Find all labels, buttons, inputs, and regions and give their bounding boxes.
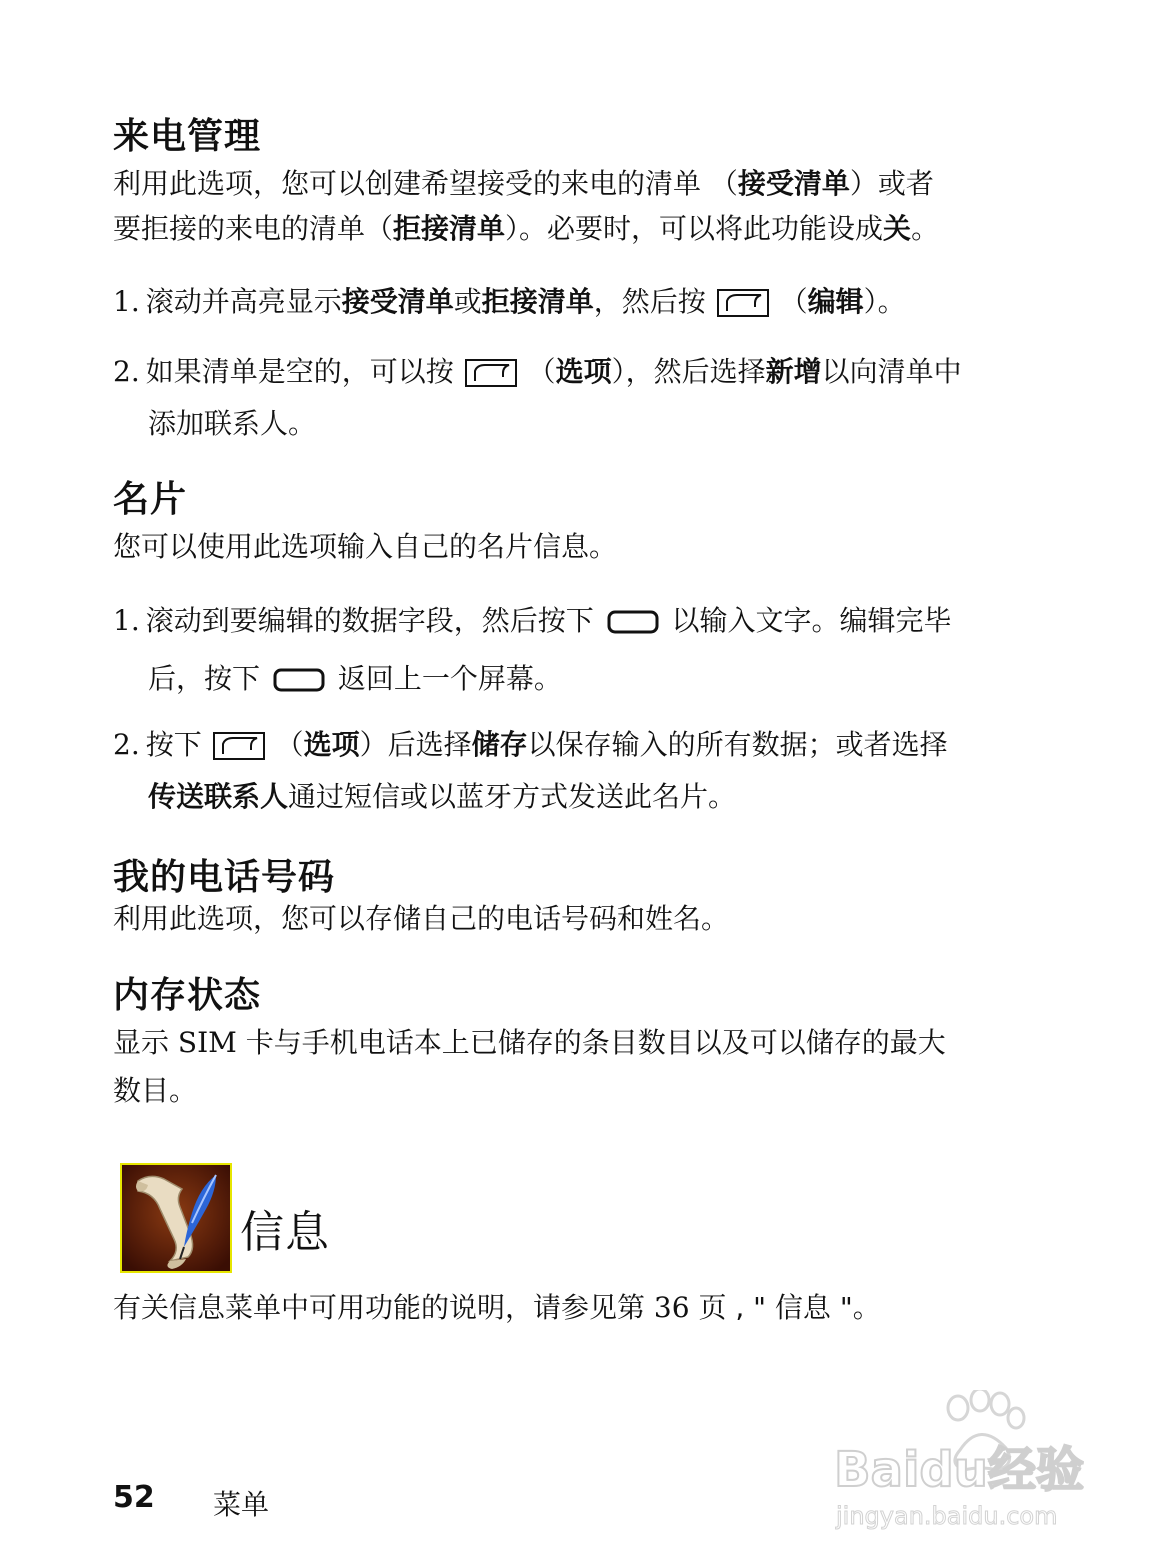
call-management-desc-line2: 要拒接的来电的清单（拒接清单）。必要时，可以将此功能设成关。 (113, 212, 940, 245)
center-key-icon (607, 610, 659, 634)
messages-desc: 有关信息菜单中可用功能的说明，请参见第 36 页 , " 信息 "。 (113, 1291, 881, 1324)
section-title-my-number: 我的电话号码 (113, 857, 336, 898)
back-key-icon (273, 668, 325, 692)
my-number-desc: 利用此选项，您可以存储自己的电话号码和姓名。 (113, 902, 730, 935)
baidu-watermark (830, 1390, 1110, 1540)
left-soft-key-icon (465, 359, 517, 387)
business-card-desc: 您可以使用此选项输入自己的名片信息。 (113, 530, 618, 563)
page-number: 52 (113, 1480, 155, 1515)
left-soft-key-icon (213, 732, 265, 760)
section-title-memory-status: 内存状态 (113, 975, 262, 1016)
memory-status-desc-line1: 显示 SIM 卡与手机电话本上已储存的条目数目以及可以储存的最大 (113, 1026, 946, 1059)
call-management-desc-line1: 利用此选项，您可以创建希望接受的来电的清单 （接受清单）或者 (113, 167, 934, 200)
call-management-step-1: 1. 滚动并高亮显示接受清单或拒接清单，然后按 （编辑）。 (113, 285, 906, 318)
business-card-step-1: 1. 滚动到要编辑的数据字段，然后按下 以输入文字。编辑完毕 (113, 604, 952, 637)
call-management-step-2: 2. 如果清单是空的，可以按 （选项），然后选择新增以向清单中 (113, 355, 962, 388)
watermark-brand: Baidu经验 (834, 1442, 1084, 1498)
business-card-step-2-cont: 传送联系人通过短信或以蓝牙方式发送此名片。 (148, 780, 737, 813)
business-card-step-2: 2. 按下 （选项）后选择储存以保存输入的所有数据；或者选择 (113, 728, 948, 761)
business-card-step-1-cont: 后，按下 返回上一个屏幕。 (148, 662, 562, 695)
call-management-step-2-cont: 添加联系人。 (148, 407, 317, 440)
memory-status-desc-line2: 数目。 (113, 1074, 198, 1107)
section-title-call-management: 来电管理 (113, 116, 262, 157)
section-title-messages: 信息 (240, 1207, 330, 1258)
section-title-business-card: 名片 (113, 479, 188, 520)
footer-section-label: 菜单 (213, 1488, 270, 1521)
left-soft-key-icon (717, 289, 769, 317)
watermark-url: jingyan.baidu.com (836, 1502, 1058, 1530)
scroll-quill-icon (120, 1163, 232, 1273)
